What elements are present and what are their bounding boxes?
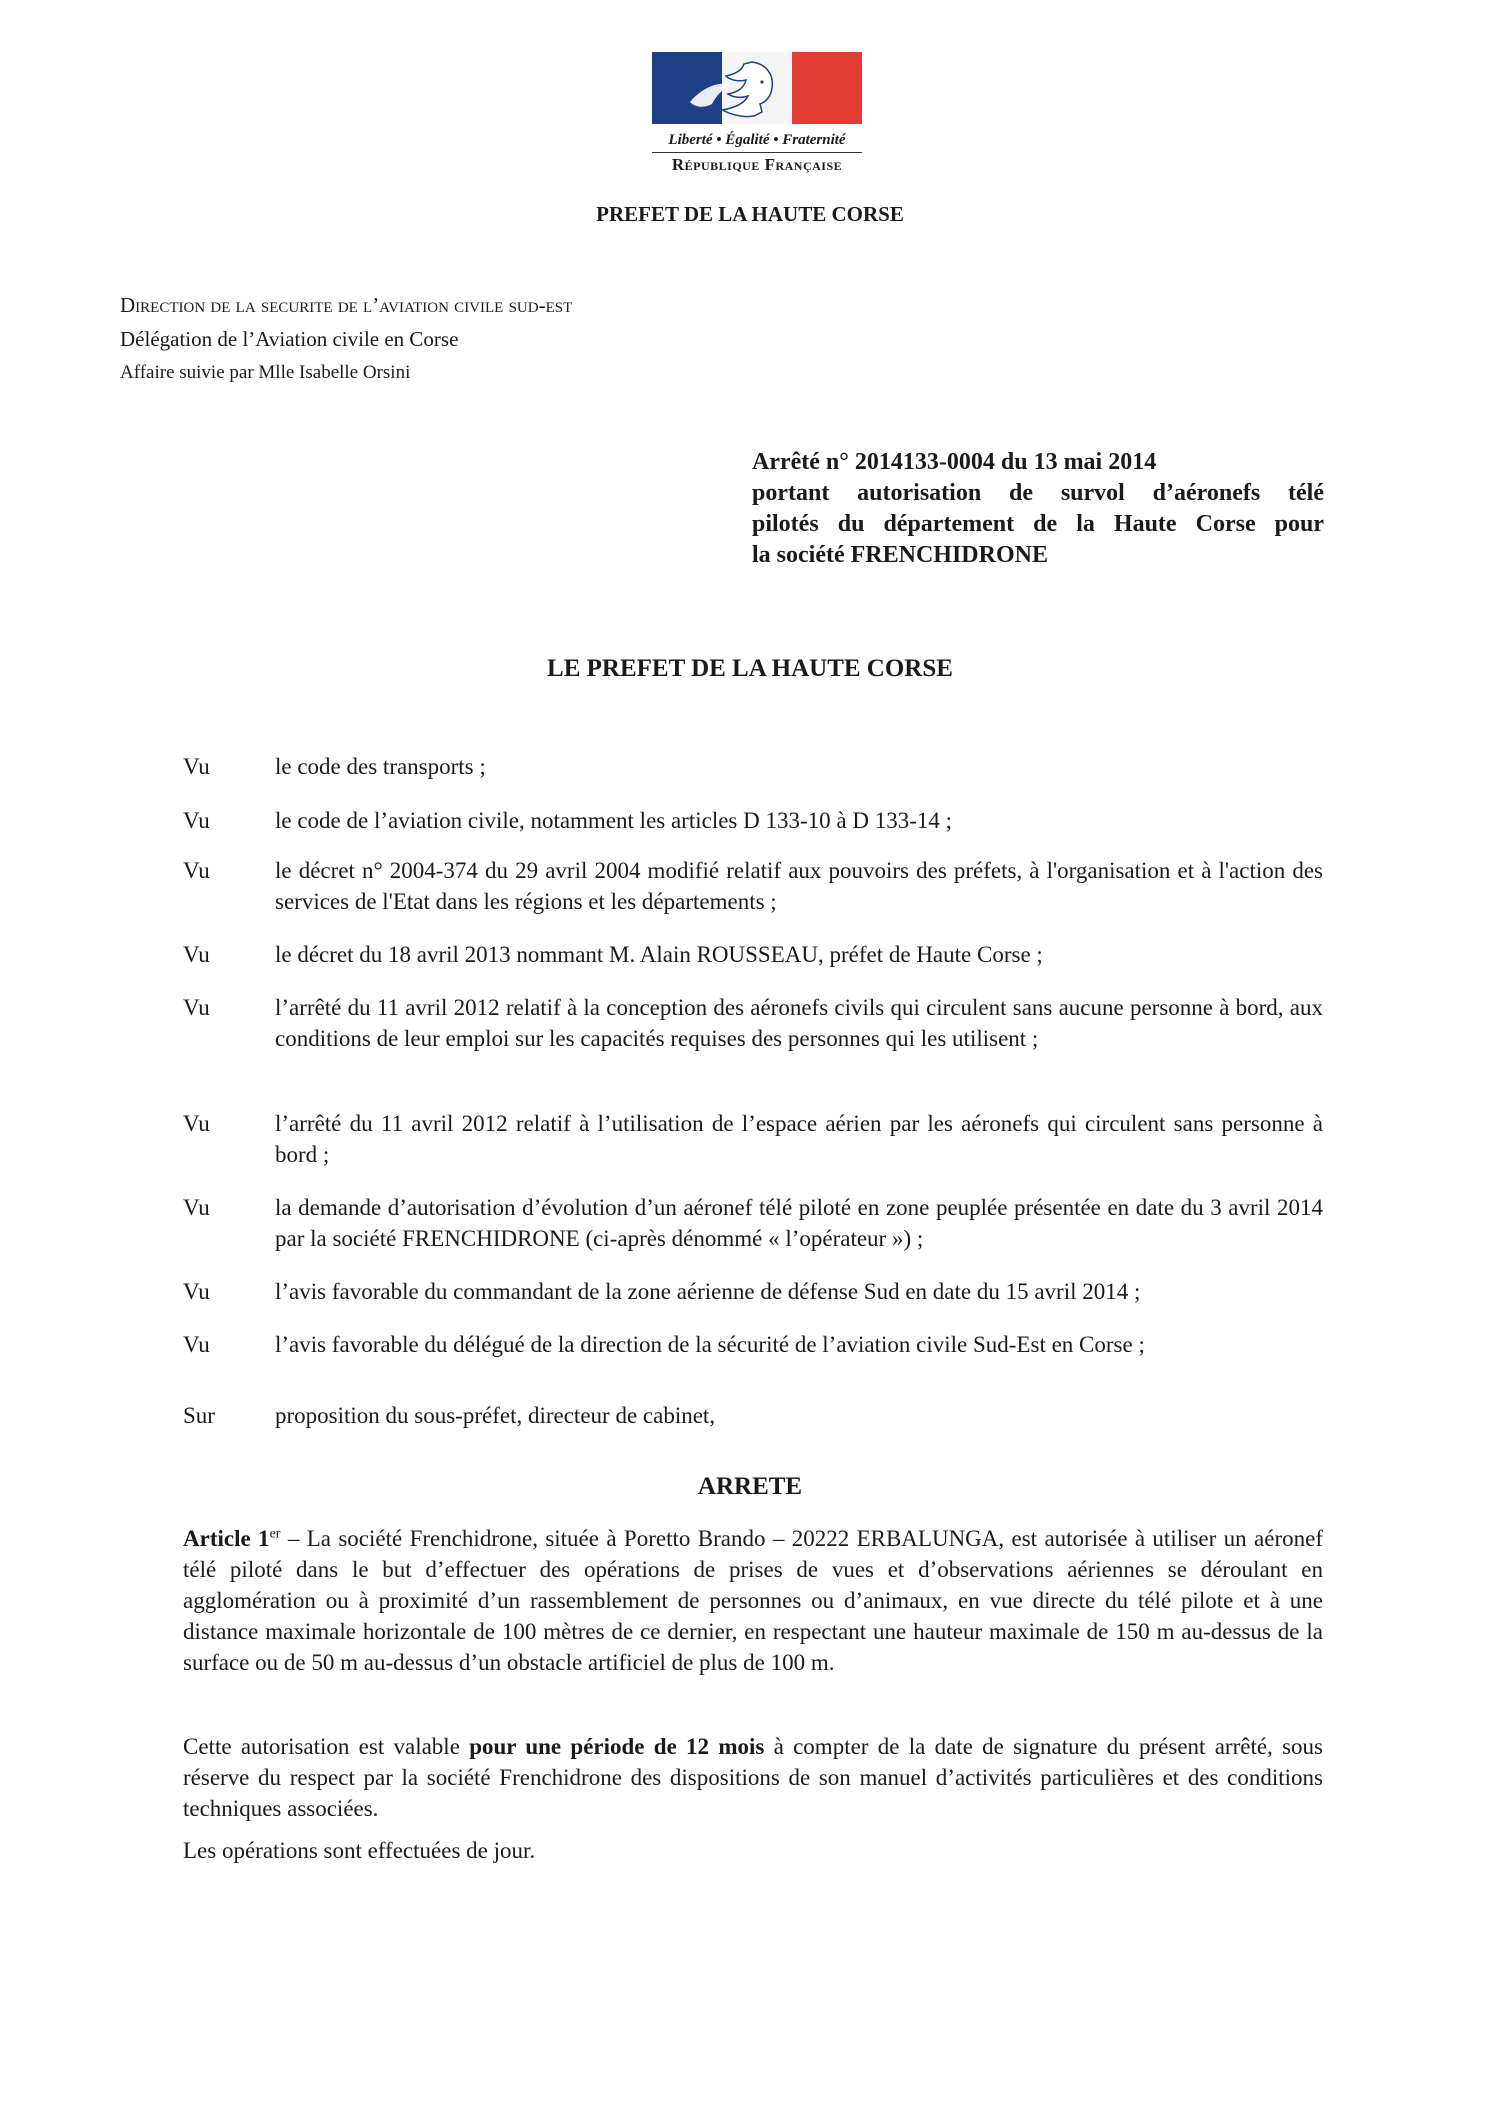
validity-post: à compter de la date de signature du présent arrêté, sous réserve du respect par la société Frenchidrone des dispositions de son manuel d’activités particulières et des conditions techniques associées. bbox=[183, 1734, 1323, 1821]
visa-text: le code de l’aviation civile, notamment les articles D 133-10 à D 133-14 ; bbox=[275, 808, 953, 833]
visa-item bbox=[183, 751, 1323, 782]
validity-paragraph bbox=[183, 1731, 1323, 1824]
visa-text: l’avis favorable du commandant de la zone aérienne de défense Sud en date du 15 avril 2014 ; bbox=[275, 1279, 1141, 1304]
arrete-title-line: pilotés du département de la Haute Corse pour bbox=[752, 511, 1324, 537]
validity-period: pour une période de 12 mois bbox=[469, 1734, 765, 1759]
direction-block bbox=[120, 288, 572, 390]
visa-text: l’arrêté du 11 avril 2012 relatif à la conception des aéronefs civils qui circulent sans aucune personne à bord, aux conditions de leur emploi sur les capacités requises des personnes qui les utilisent ; bbox=[275, 995, 1323, 1051]
visa-item bbox=[183, 1329, 1323, 1360]
delegation-line: Délégation de l’Aviation civile en Corse bbox=[120, 327, 459, 351]
visa-item bbox=[183, 1108, 1323, 1170]
main-title: LE PREFET DE LA HAUTE CORSE bbox=[547, 655, 953, 682]
visa-item bbox=[183, 1192, 1323, 1254]
article-label: Article 1 bbox=[183, 1526, 270, 1551]
visa-key: Vu bbox=[183, 1279, 210, 1304]
visa-text: le décret du 18 avril 2013 nommant M. Alain ROUSSEAU, préfet de Haute Corse ; bbox=[275, 942, 1043, 967]
arrete-heading: ARRETE bbox=[697, 1473, 803, 1500]
visa-key: Vu bbox=[183, 1332, 210, 1357]
arrete-title-line: la société FRENCHIDRONE bbox=[752, 542, 1048, 568]
arrete-title-line: portant autorisation de survol d’aéronefs télé bbox=[752, 480, 1324, 506]
visa-text: proposition du sous-préfet, directeur de cabinet, bbox=[275, 1403, 716, 1428]
arrete-title bbox=[752, 447, 1324, 571]
visa-item bbox=[183, 855, 1323, 917]
visa-text: le décret n° 2004-374 du 29 avril 2004 modifié relatif aux pouvoirs des préfets, à l'organisation et à l'action des services de l'Etat dans les régions et les départements ; bbox=[275, 858, 1323, 914]
visa-key: Vu bbox=[183, 808, 210, 833]
visa-item bbox=[183, 1400, 1323, 1431]
article-label-sup: er bbox=[269, 1526, 281, 1542]
visa-key: Vu bbox=[183, 942, 210, 967]
republic-name: République Française bbox=[652, 152, 862, 175]
article-text: – La société Frenchidrone, située à Poretto Brando – 20222 ERBALUNGA, est autorisée à utiliser un aéronef télé piloté dans le but d’effectuer des opérations de prises de vues et d’observations aériennes se déroulant en agglomération ou à proximité d’un rassemblement de personnes ou d’animaux, en vue directe du télé pilote et à une distance maximale horizontale de 100 mètres de ce dernier, en respectant une hauteur maximale de 150 m au-dessus de la surface ou de 50 m au-dessus d’un obstacle artificiel de plus de 100 m. bbox=[183, 1526, 1323, 1675]
visa-text: l’avis favorable du délégué de la direction de la sécurité de l’aviation civile Sud-Est en Corse ; bbox=[275, 1332, 1145, 1357]
affaire-line: Affaire suivie par Mlle Isabelle Orsini bbox=[120, 362, 411, 383]
visa-key: Vu bbox=[183, 1111, 210, 1136]
visa-key: Vu bbox=[183, 1195, 210, 1220]
visa-item bbox=[183, 1276, 1323, 1307]
visa-key: Sur bbox=[183, 1403, 215, 1428]
article-1 bbox=[183, 1523, 1323, 1678]
visa-key: Vu bbox=[183, 754, 210, 779]
prefet-heading: PREFET DE LA HAUTE CORSE bbox=[596, 202, 904, 226]
visa-key: Vu bbox=[183, 858, 210, 883]
direction-line: Direction de la securite de l’aviation civile sud-est bbox=[120, 293, 573, 317]
visa-text: la demande d’autorisation d’évolution d’un aéronef télé piloté en zone peuplée présentée en date du 3 avril 2014 par la société FRENCHIDRONE (ci-après dénommé « l’opérateur ») ; bbox=[275, 1195, 1323, 1251]
marianne-logo bbox=[652, 52, 862, 175]
visa-item bbox=[183, 992, 1323, 1054]
marianne-profile-icon bbox=[682, 58, 792, 120]
arrete-title-line: Arrêté n° 2014133-0004 du 13 mai 2014 bbox=[752, 449, 1157, 475]
visa-text: le code des transports ; bbox=[275, 754, 486, 779]
republic-motto: Liberté • Égalité • Fraternité bbox=[668, 132, 846, 148]
operations-paragraph: Les opérations sont effectuées de jour. bbox=[183, 1838, 536, 1863]
visa-item bbox=[183, 939, 1323, 970]
visa-item bbox=[183, 805, 1323, 836]
visa-text: l’arrêté du 11 avril 2012 relatif à l’utilisation de l’espace aérien par les aéronefs qui circulent sans personne à bord ; bbox=[275, 1111, 1323, 1167]
validity-pre: Cette autorisation est valable bbox=[183, 1734, 470, 1759]
visa-key: Vu bbox=[183, 995, 210, 1020]
tricolor-flag bbox=[652, 52, 862, 124]
